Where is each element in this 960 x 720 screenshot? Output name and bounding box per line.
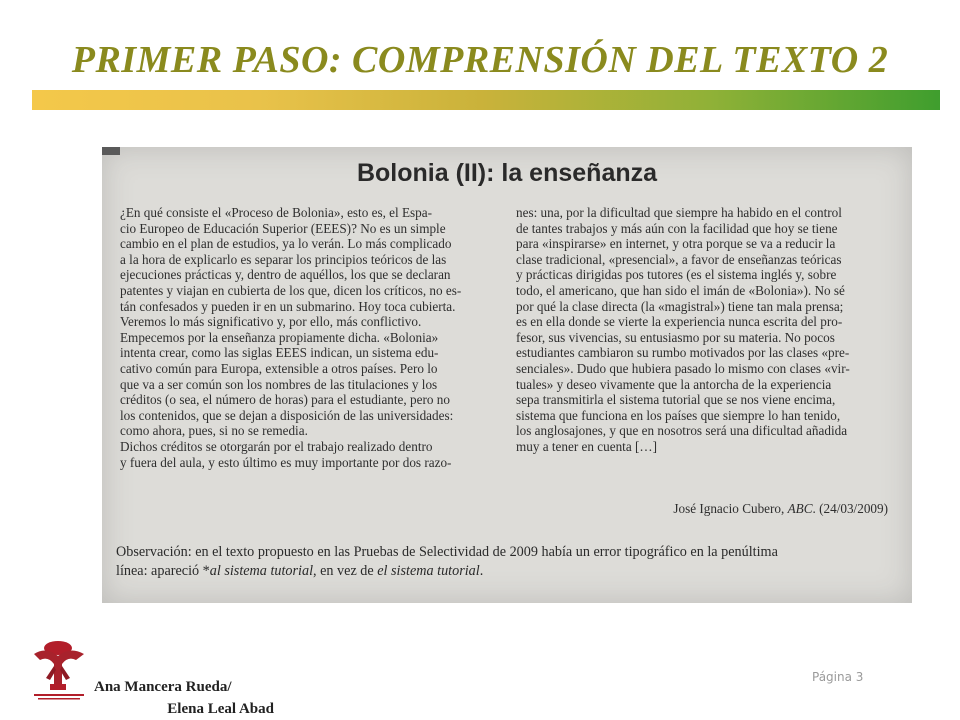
text-line: los anglosajones, y que en nosotros será una dificultad añadida xyxy=(516,423,848,439)
text-line: fesor, sus vivencias, su entusiasmo por su materia. No pocos xyxy=(516,329,835,345)
university-seal-logo xyxy=(28,638,90,702)
text-line: cativo común para Europa, extensible a otros países. Pero lo xyxy=(120,360,438,376)
text-line: Empecemos por la enseñanza propiamente dicha. «Bolonia» xyxy=(120,329,439,345)
text-line: tuales» y deseo vivamente que la antorcha de la experiencia xyxy=(516,376,832,392)
observation-line-1: Observación: en el texto propuesto en las Pruebas de Selectividad de 2009 había un error tipográfico en la penúltima xyxy=(116,544,778,560)
text-line: patentes y viajan en cubierta de los que, dicen los críticos, no es- xyxy=(120,282,462,298)
author-line-2: Elena Leal Abad xyxy=(167,701,274,717)
article-right-column xyxy=(516,205,888,455)
text-line: todo, el americano, que han sido el imán de «Bolonia»). No sé xyxy=(516,282,845,298)
text-line: senciales». Dudo que hubiera pasado lo mismo con clases «vir- xyxy=(516,360,850,376)
text-line: cio Europeo de Educación Superior (EEES)? No es un simple xyxy=(120,220,446,236)
observation-line-2 xyxy=(116,562,898,581)
observation-right-form: el sistema tutorial xyxy=(377,563,480,579)
text-line: clase tradicional, «presencial», a favor de enseñanzas teóricas xyxy=(516,251,842,267)
text-line: los contenidos, que se dejan a disposición de las universidades: xyxy=(120,407,454,423)
text-line: intenta crear, como las siglas EEES indican, un sistema edu- xyxy=(120,345,439,361)
text-line: sistema que funciona en los países que siempre lo han tenido, xyxy=(516,407,841,423)
signature-date: . (24/03/2009) xyxy=(812,501,888,516)
signature-source: ABC xyxy=(787,501,813,516)
text-line: y fuera del aula, y esto último es muy importante por dos razo- xyxy=(120,454,452,470)
observation-text: línea: apareció * xyxy=(116,563,210,579)
observation-text: . xyxy=(479,563,484,579)
text-line: para «inspirarse» en internet, y otra porque se va a reducir la xyxy=(516,236,836,252)
authors xyxy=(94,676,274,720)
article-left-column xyxy=(120,205,498,470)
article-signature xyxy=(673,501,888,517)
text-line: nes: una, por la dificultad que siempre ha habido en el control xyxy=(516,205,842,220)
page-number: Página 3 xyxy=(812,670,864,684)
slide-title: PRIMER PASO: COMPRENSIÓN DEL TEXTO 2 xyxy=(71,39,889,81)
text-line: cambio en el plan de estudios, ya lo verán. Lo más complicado xyxy=(120,236,452,252)
signature-author: José Ignacio Cubero, xyxy=(673,501,788,516)
observation-text: , en vez de xyxy=(313,563,378,579)
text-line: de tantes trabajos y más aún con la facilidad que hoy se tiene xyxy=(516,220,838,236)
title-gradient-bar xyxy=(32,90,940,110)
text-line: Dichos créditos se otorgarán por el trabajo realizado dentro xyxy=(120,438,433,454)
text-line: y prácticas dirigidas pos tutores (es el sistema inglés y, sobre xyxy=(516,267,837,283)
author-line-1: Ana Mancera Rueda/ xyxy=(94,679,232,695)
text-line: como ahora, pues, si no se remedia. xyxy=(120,423,308,439)
text-line: ¿En qué consiste el «Proceso de Bolonia», esto es, el Espa- xyxy=(120,205,433,220)
article-title: Bolonia (II): la enseñanza xyxy=(356,159,658,187)
text-line: por qué la clase directa (la «magistral») tiene tan mala prensa; xyxy=(516,298,844,314)
text-line: estudiantes cambiaron su rumbo motivados por las clases «pre- xyxy=(516,345,850,361)
observation-note xyxy=(116,543,898,581)
text-line: es en ella donde se vierte la experiencia nunca escrita del pro- xyxy=(516,314,843,330)
text-line: ejecuciones prácticas y, dentro de aquéllos, los que se declaran xyxy=(120,267,451,283)
text-line: a la hora de explicarlo es separar los principios teóricos de las xyxy=(120,251,447,267)
text-line: sepa transmitirla el sistema tutorial que se nos viene encima, xyxy=(516,392,836,408)
text-line: tán confesados y pueden ir en un submarino. Hoy toca cubierta. xyxy=(120,298,456,314)
text-line: que va a ser común son los nombres de las titulaciones y los xyxy=(120,376,438,392)
text-line: créditos (o sea, el número de horas) para el estudiante, pero no xyxy=(120,392,450,408)
scanned-article xyxy=(102,147,912,603)
observation-wrong-form: al sistema tutorial xyxy=(209,563,314,579)
text-line: muy a tener en cuenta […] xyxy=(516,438,657,454)
text-line: Veremos lo más significativo y, por ello, más conflictivo. xyxy=(120,314,422,330)
